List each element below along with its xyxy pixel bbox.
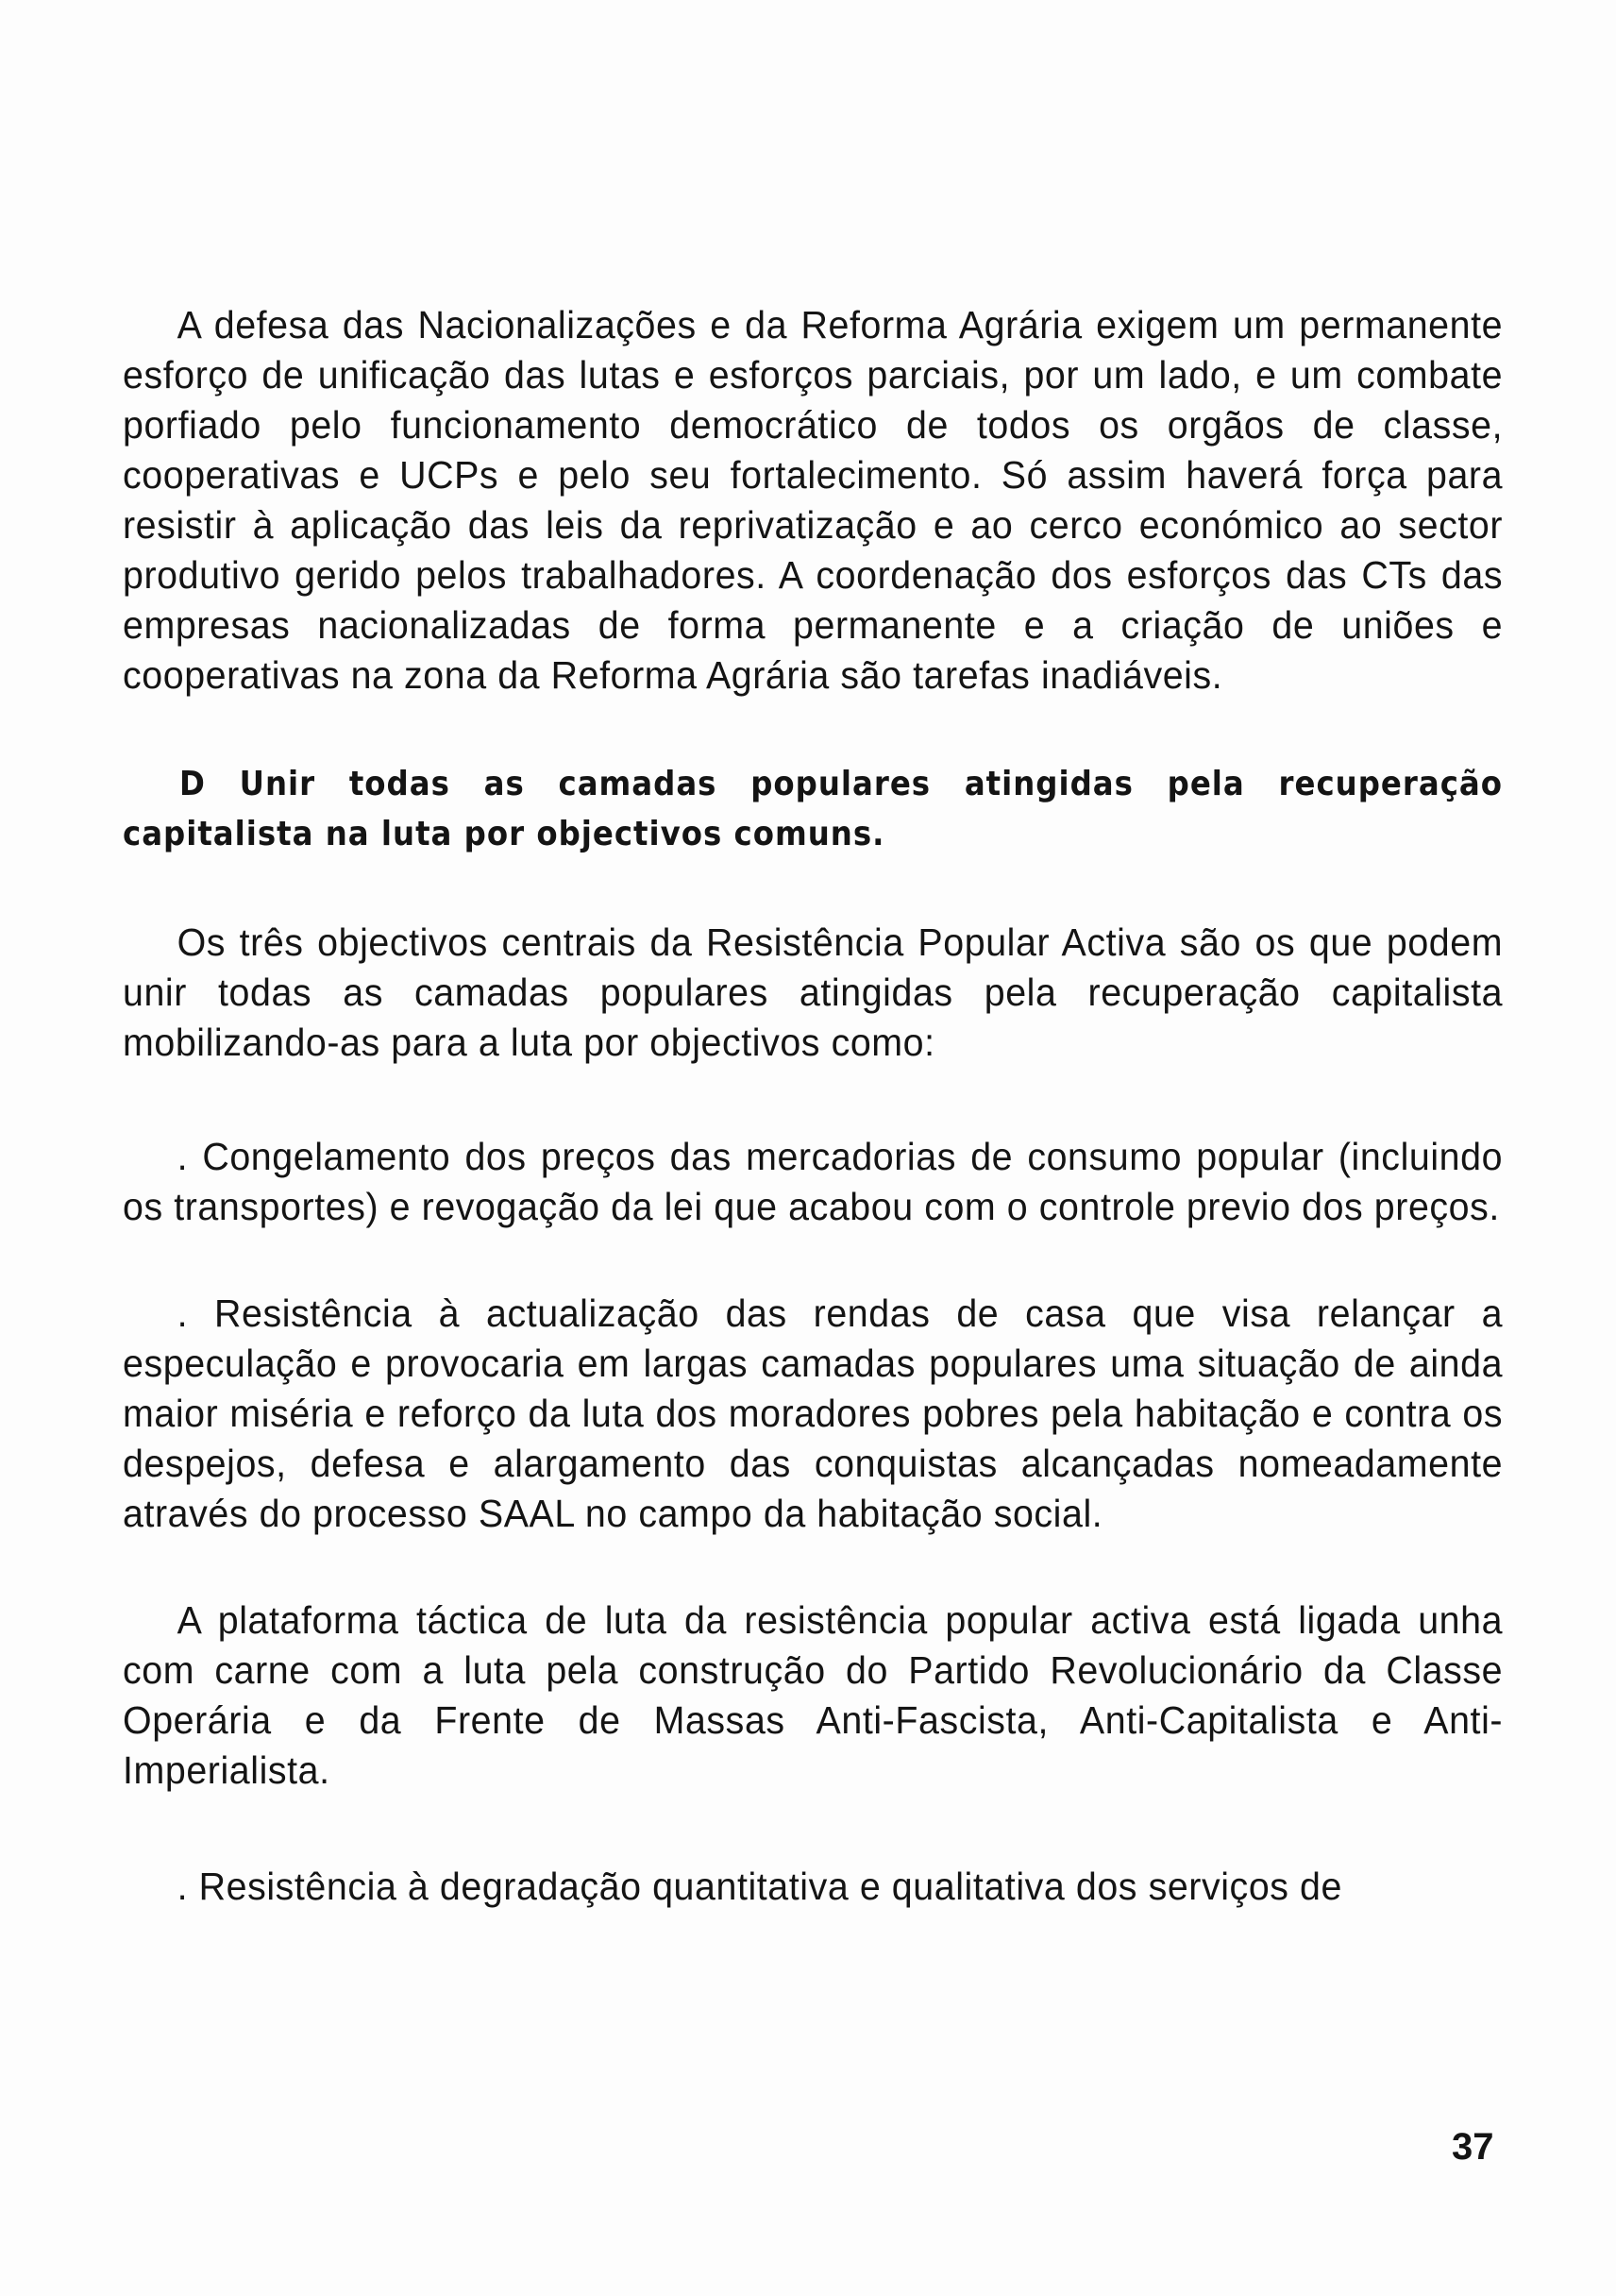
text-column — [123, 300, 1503, 1912]
list-item-degradacao-servicos: . Resistência à degradação quantitativa e qualitativa dos serviços de — [177, 1865, 1342, 1908]
section-heading-d: D Unir todas as camadas populares atingidas pela recuperação capitalista na luta por objectivos comuns. — [123, 765, 1503, 853]
list-item-rendas-de-casa: . Resistência à actualização das rendas de casa que visa relançar a especulação e provocaria em largas camadas populares uma situação de ainda maior miséria e reforço da luta dos moradores pobres pela habitação e contra os despejos, defesa e alargamento das conquistas alcançadas nomeadamente através do processo SAAL no campo da habitação social. — [123, 1292, 1504, 1535]
page-number: 37 — [1452, 2126, 1494, 2168]
paragraph-defesa-nacionalizacoes: A defesa das Nacionalizações e da Reforma Agrária exigem um permanente esforço de unificação das lutas e esforços parciais, por um lado, e um combate porfiado pelo funcionamento democrático de todos os orgãos de classe, cooperativas e UCPs e pelo seu fortalecimento. Só assim haverá força para resistir à aplicação das leis da reprivatização e ao cerco económico ao sector produtivo gerido pelos trabalhadores. A coordenação dos esforços das CTs das empresas nacionalizadas de forma permanente e a criação de uniões e cooperativas na zona da Reforma Agrária são tarefas inadiáveis. — [123, 303, 1504, 697]
paragraph-objectivos-centrais: Os três objectivos centrais da Resistência Popular Activa são os que podem unir todas as camadas populares atingidas pela recuperação capitalista mobilizando-as para a luta por objectivos como: — [123, 920, 1504, 1064]
list-item-congelamento-precos: . Congelamento dos preços das mercadorias de consumo popular (incluindo os transportes) e revogação da lei que acabou com o controle previo dos preços. — [123, 1135, 1504, 1228]
paragraph-plataforma-tactica: A plataforma táctica de luta da resistência popular activa está ligada unha com carne com a luta pela construção do Partido Revolucionário da Classe Operária e da Frente de Massas Anti-Fascista, Anti-Capitalista e Anti-Imperialista. — [123, 1598, 1504, 1792]
